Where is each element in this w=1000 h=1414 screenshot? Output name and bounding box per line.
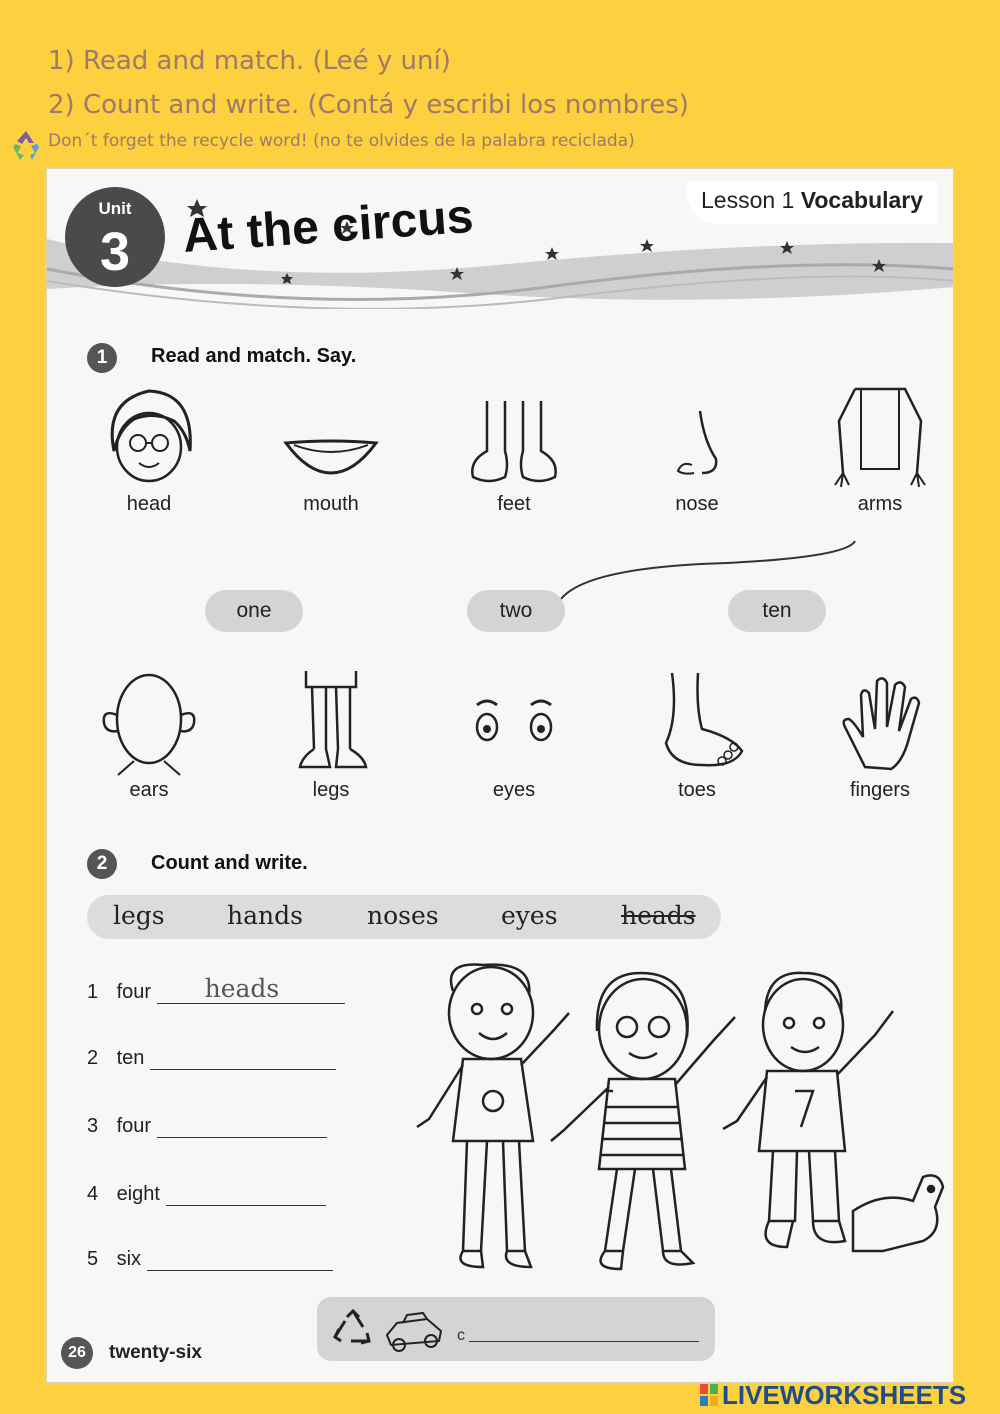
mouth-icon <box>276 381 386 491</box>
item-label: legs <box>312 779 350 801</box>
answer-field-1[interactable] <box>157 974 345 1004</box>
children-illustration <box>383 951 949 1291</box>
car-icon <box>383 1305 447 1355</box>
section1-number: 1 <box>87 343 117 373</box>
item-mouth[interactable] <box>261 381 401 516</box>
row-count: six <box>116 1248 142 1270</box>
item-label: mouth <box>303 493 359 515</box>
answer-field-4[interactable] <box>166 1184 326 1206</box>
count-row-4 <box>87 1183 326 1206</box>
item-label: fingers <box>849 779 911 801</box>
brand-name: LIVEWORKSHEETS <box>722 1380 967 1410</box>
page-number: 26 <box>61 1337 93 1369</box>
arms-icon <box>825 381 935 491</box>
instruction-recycle-word: Don´t forget the recycle word! (no te olvides de la palabra reciclada) <box>48 131 635 151</box>
word-bank-item[interactable]: hands <box>227 901 303 930</box>
row-count: eight <box>116 1183 160 1205</box>
answer-text: heads <box>204 974 280 1003</box>
row-number: 2 <box>87 1047 99 1069</box>
fingers-icon <box>825 667 935 777</box>
item-ears[interactable] <box>79 667 219 802</box>
section2-number: 2 <box>87 849 117 879</box>
word-bank-item-crossed[interactable]: heads <box>621 901 696 930</box>
number-pill-ten[interactable]: ten <box>728 590 826 632</box>
item-label: toes <box>678 779 716 801</box>
row-number: 1 <box>87 981 99 1003</box>
recycle-icon <box>333 1309 373 1349</box>
item-feet[interactable] <box>444 381 584 516</box>
row-count: four <box>116 981 152 1003</box>
number-pill-two[interactable]: two <box>467 590 565 632</box>
recycle-icon <box>6 127 46 163</box>
unit-label: Unit <box>98 199 132 218</box>
row-number: 5 <box>87 1248 99 1270</box>
recycle-word-first-letter: c <box>457 1327 465 1344</box>
liveworksheets-mark-icon <box>700 1384 718 1406</box>
count-row-3 <box>87 1115 327 1138</box>
item-label: nose <box>675 493 719 515</box>
unit-badge <box>65 187 165 287</box>
count-row-1 <box>87 974 345 1004</box>
lesson-prefix: Lesson 1 <box>701 187 795 213</box>
eyes-icon <box>459 667 569 777</box>
count-row-2 <box>87 1047 336 1070</box>
row-count: ten <box>116 1047 145 1069</box>
recycle-word-box <box>317 1297 715 1361</box>
word-bank-item[interactable]: legs <box>113 901 165 930</box>
section2-title: Count and write. <box>151 852 308 874</box>
word-bank <box>87 895 721 939</box>
row-number: 4 <box>87 1183 99 1205</box>
nose-icon <box>642 381 752 491</box>
row-count: four <box>116 1115 152 1137</box>
item-legs[interactable] <box>261 667 401 802</box>
ears-icon <box>94 667 204 777</box>
answer-field-3[interactable] <box>157 1116 327 1138</box>
toes-icon <box>642 667 752 777</box>
item-label: ears <box>129 779 169 801</box>
lesson-label <box>687 181 937 224</box>
item-arms[interactable] <box>810 381 950 516</box>
page-number-word: twenty-six <box>109 1342 202 1363</box>
item-eyes[interactable] <box>444 667 584 802</box>
instruction-read-and-match: 1) Read and match. (Leé y uní) <box>48 46 451 76</box>
item-nose[interactable] <box>627 381 767 516</box>
word-bank-item[interactable]: noses <box>367 901 439 930</box>
item-toes[interactable] <box>627 667 767 802</box>
page-title: At the circus <box>181 189 475 264</box>
item-head[interactable] <box>79 381 219 516</box>
answer-field-2[interactable] <box>150 1048 336 1070</box>
item-label: feet <box>497 493 531 515</box>
worksheet <box>46 168 954 1383</box>
word-bank-item[interactable]: eyes <box>501 901 558 930</box>
lesson-name: Vocabulary <box>800 187 924 213</box>
item-label: arms <box>857 493 903 515</box>
answer-field-5[interactable] <box>147 1249 333 1271</box>
item-label: head <box>126 493 172 515</box>
row-number: 3 <box>87 1115 99 1137</box>
unit-number: 3 <box>99 222 131 282</box>
item-label: eyes <box>492 779 536 801</box>
recycle-word-field[interactable] <box>469 1341 699 1342</box>
feet-icon <box>459 381 569 491</box>
legs-icon <box>276 667 386 777</box>
section1-title: Read and match. Say. <box>151 345 357 367</box>
head-icon <box>94 381 204 491</box>
instruction-count-and-write: 2) Count and write. (Contá y escribi los nombres) <box>48 90 689 120</box>
count-row-5 <box>87 1248 333 1271</box>
number-pill-one[interactable]: one <box>205 590 303 632</box>
item-fingers[interactable] <box>810 667 950 802</box>
